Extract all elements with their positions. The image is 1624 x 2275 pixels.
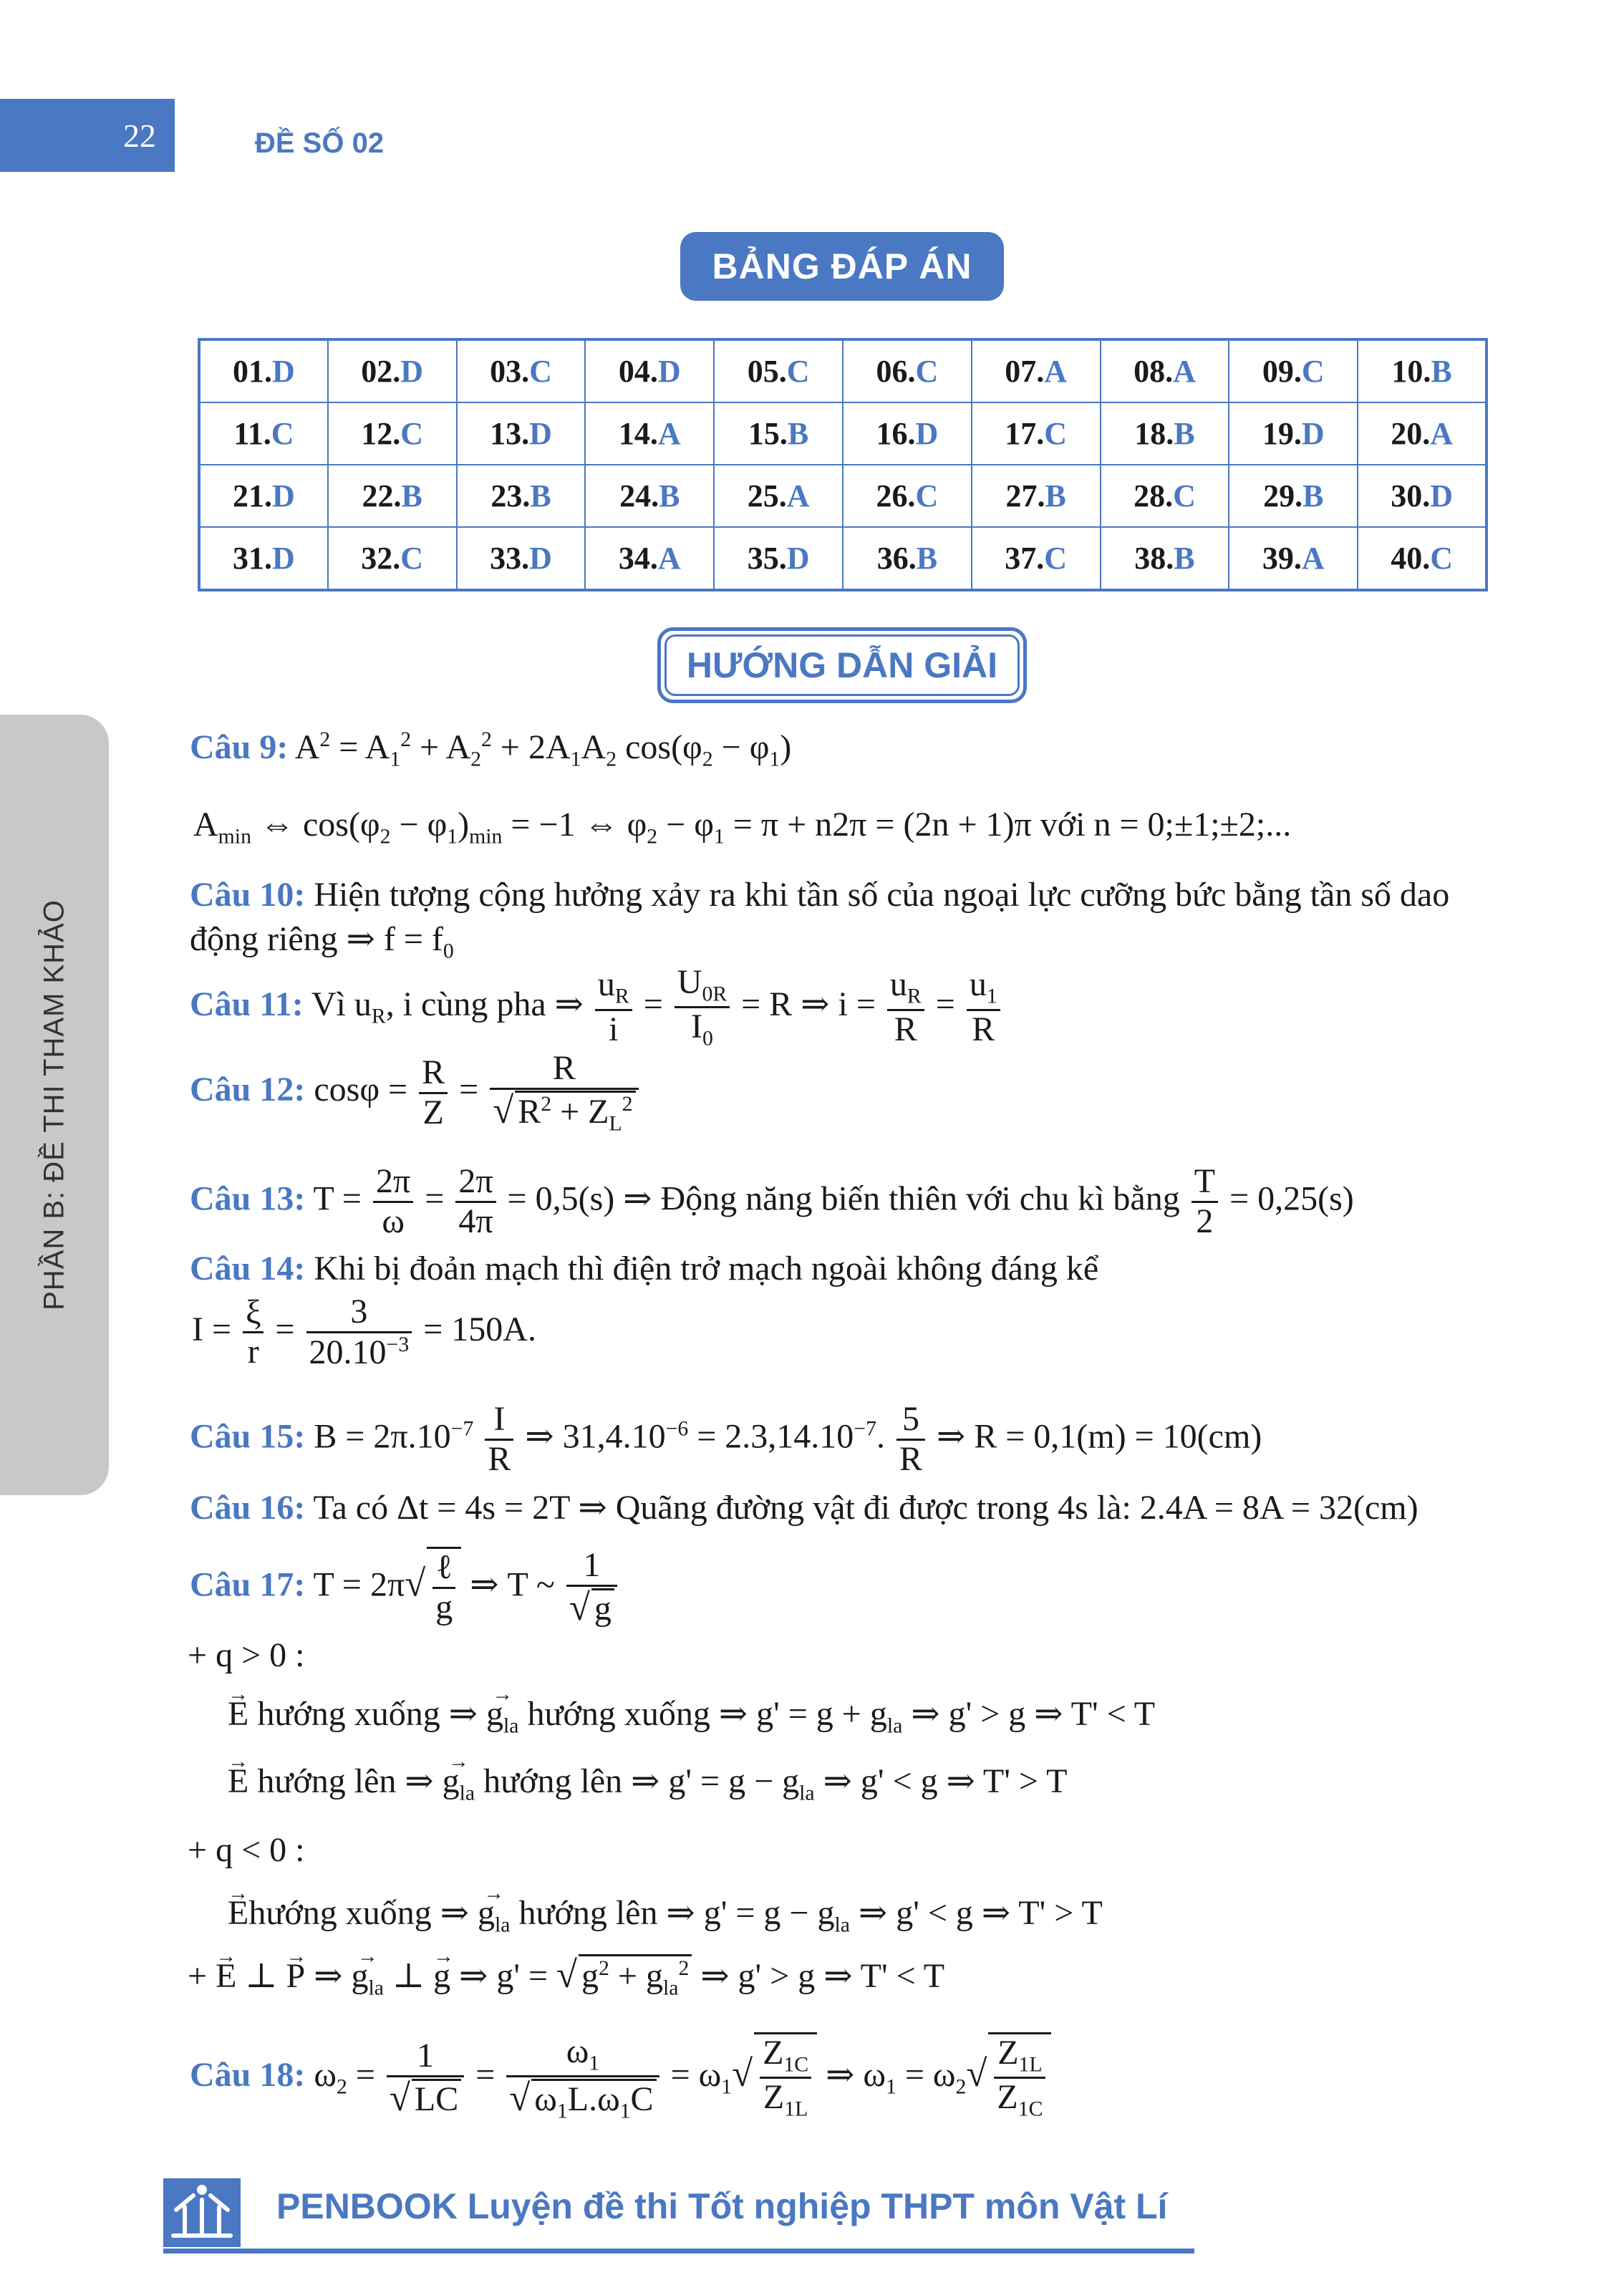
answer-number: 36. [876,540,917,576]
answer-letter: B [530,478,551,513]
answer-number: 06. [876,354,916,390]
answer-letter: A [1301,540,1325,576]
answer-cell [714,465,843,527]
answer-cell [457,339,586,402]
answer-cell [843,339,972,402]
answer-letter: B [1174,540,1195,576]
answer-key-heading: BẢNG ĐÁP ÁN [680,232,1004,301]
answer-cell [843,465,972,527]
answer-number: 39. [1262,540,1302,576]
footer-book-title: PENBOOK Luyện đề thi Tốt nghiệp THPT môn Vật Lí [276,2186,1168,2226]
answer-cell [714,339,843,402]
solution-q18: Câu 18: $\omega_2$ = $\frac{1}{√ LC}$ = $\frac{\omega_1}{√ \omega_1L.\omega_1C}$ = $\omega_1√$ $\frac{Z_{1C}}{Z_{1L}}$ ⇒ $\omega_1 = \omega_2√$ $\frac{Z_{1L}}{Z_{1C}}$ [190,2032,1051,2123]
answer-number: 15. [748,416,788,452]
answer-letter: C [400,540,424,576]
answer-cell [972,402,1101,465]
answer-cell [1229,402,1358,465]
answer-letter: A [786,478,810,513]
answer-row [199,402,1487,465]
answer-cell [843,527,972,590]
answer-letter: B [916,540,938,576]
answer-number: 35. [747,540,787,576]
answer-cell [1101,465,1229,527]
answer-number: 30. [1391,478,1431,513]
answer-letter: D [529,416,552,452]
solution-heading: HƯỚNG DẪN GIẢI [657,627,1027,703]
answer-number: 24. [619,478,659,513]
answer-number: 26. [876,478,916,513]
answer-cell [1358,527,1487,590]
solution-q15: Câu 15: $B = 2\pi.10^{-7}$ $\frac{I}{R}$ ⇒ $31,4.10^{-6} = 2.3,14.10^{-7}$. $\frac{5}{R}$ ⇒ R = 0,1(m) = 10(cm) [190,1400,1262,1478]
answer-number: 19. [1262,416,1302,452]
answer-letter: C [271,416,294,452]
answer-number: 03. [490,354,530,390]
answer-number: 17. [1005,416,1045,452]
answer-letter: C [400,416,424,452]
answer-number: 14. [618,416,658,452]
answer-letter: D [786,540,810,576]
answer-letter: C [915,478,939,513]
answer-cell [457,527,586,590]
answer-number: 18. [1134,416,1174,452]
answer-number: 07. [1005,354,1045,390]
answer-cell [199,527,328,590]
answer-number: 09. [1262,354,1302,390]
answer-letter: D [915,416,939,452]
answer-number: 25. [747,478,787,513]
solution-q9-cont: $A_{min}$ ⇔ $\cos(\varphi_2 - \varphi_1)_{min} = -1$ ⇔ $\varphi_2 - \varphi_1 = \pi + n2\pi = (2n + 1)\pi$ với n = 0;±1;±2;... [193,806,1292,849]
answer-number: 20. [1391,416,1431,452]
answer-number: 01. [233,354,272,390]
answer-letter: B [787,416,809,452]
q17-case-positive: + q > 0 : [188,1636,305,1674]
answer-number: 40. [1391,540,1431,576]
answer-cell [457,465,586,527]
answer-letter: C [1044,540,1068,576]
exam-label: ĐỀ SỐ 02 [255,127,385,159]
footer-divider [163,2249,1194,2254]
answer-letter: C [1044,416,1068,452]
answer-cell [972,465,1101,527]
answer-number: 34. [618,540,658,576]
solution-q10: Câu 10: Hiện tượng cộng hưởng xảy ra khi tần số của ngoại lực cưỡng bức bằng tần số dao [190,876,1450,914]
answer-letter: D [400,354,424,390]
answer-letter: A [657,540,681,576]
answer-cell [843,402,972,465]
solution-q9: Câu 9: $A^2 = A_1^2 + A_2^2 + 2A_1A_2$ $\cos(\varphi_2 - \varphi_1)$ [190,728,792,771]
answer-number: 33. [490,540,530,576]
q17-case-negative-down: → Ehướng xuống ⇒ → $g_{la}$ hướng lên ⇒ $g' = g - g_{la}$ ⇒ g' < g ⇒ T' > T [228,1893,1103,1938]
answer-letter: D [1430,478,1453,513]
penbook-logo-icon [163,2178,241,2247]
answer-letter: B [401,478,422,513]
q17-case-perpendicular: + → E ⊥ → P ⇒ → $g_{la}$ ⊥ → g ⇒ g' = √ $g^2 + g_{la}^2$ ⇒ g' > g ⇒ T' < T [188,1953,944,2001]
answer-number: 10. [1391,354,1431,390]
answer-letter: A [1173,354,1196,390]
solution-q11: Câu 11: Vì $u_R$, i cùng pha ⇒ $\frac{u_R}{i}$ = $\frac{U_{0R}}{I_0}$ = R ⇒ i = $\frac{u_R}{R}$ = $\frac{u_1}{R}$ [190,964,1003,1051]
answer-letter: C [1173,478,1196,513]
answer-cell [585,465,714,527]
answer-cell [1101,402,1229,465]
solution-q17: Câu 17: T = 2π√ $\frac{\text{ℓ}}{g}$ ⇒ T ~ $\frac{1}{√ g}$ [190,1547,620,1628]
answer-number: 22. [362,478,402,513]
answer-letter: D [1301,416,1325,452]
q17-case-negative: + q < 0 : [188,1831,305,1869]
answer-letter: B [1045,478,1066,513]
answer-cell [328,465,457,527]
answer-cell [585,527,714,590]
answer-letter: A [657,416,681,452]
answer-letter: B [1431,354,1452,390]
solution-q10-cont: động riêng ⇒ $f = f_0$ [190,920,454,963]
answer-cell [1229,465,1358,527]
answer-letter: A [1430,416,1453,452]
side-section-label: PHẦN B: ĐỀ THI THAM KHẢO [38,899,70,1310]
answer-cell [1358,465,1487,527]
answer-cell [199,402,328,465]
answer-row [199,339,1487,402]
answer-number: 05. [747,354,787,390]
answer-number: 08. [1134,354,1174,390]
answer-cell [972,527,1101,590]
answer-letter: C [915,354,939,390]
answer-letter: C [1430,540,1453,576]
answer-cell [1229,339,1358,402]
answer-cell [585,339,714,402]
answer-letter: D [272,540,295,576]
solution-q14-formula: I = $\frac{\xi}{r}$ = $\frac{3}{20.10^{-3}}$ = 150A. [192,1293,536,1371]
answer-letter: D [272,354,295,390]
answer-letter: B [1302,478,1324,513]
answer-number: 12. [361,416,401,452]
answer-number: 32. [361,540,401,576]
answer-cell [1358,339,1487,402]
answer-letter: B [659,478,680,513]
answer-letter: C [786,354,810,390]
answer-number: 28. [1134,478,1174,513]
answer-number: 16. [876,416,916,452]
answer-letter: C [529,354,552,390]
answer-letter: D [657,354,681,390]
q17-case-positive-down: → E hướng xuống ⇒ → $g_{la}$ hướng xuống ⇒ $g' = g + g_{la}$ ⇒ g' > g ⇒ T' < T [228,1694,1155,1739]
answer-number: 11. [233,416,271,452]
answer-cell [457,402,586,465]
solution-q14: Câu 14: Khi bị đoản mạch thì điện trở mạch ngoài không đáng kể [190,1250,1099,1288]
answer-number: 02. [361,354,401,390]
side-section-tab [0,715,109,1495]
answer-key-table [198,338,1488,591]
answer-cell [1101,527,1229,590]
answer-number: 04. [618,354,658,390]
answer-cell [714,402,843,465]
solution-q12: Câu 12: cosφ = $\frac{R}{Z}$ = $\frac{R}{√ R^2 + Z_L^2}$ [190,1050,642,1136]
answer-cell [585,402,714,465]
answer-cell [1229,527,1358,590]
page-number: 22 [0,99,175,172]
answer-cell [328,339,457,402]
answer-letter: C [1301,354,1325,390]
answer-cell [972,339,1101,402]
answer-cell [1101,339,1229,402]
answer-number: 38. [1134,540,1174,576]
q17-case-positive-up: → E hướng lên ⇒ → $g_{la}$ hướng lên ⇒ $g' = g - g_{la}$ ⇒ g' < g ⇒ T' > T [228,1762,1067,1806]
answer-cell [328,402,457,465]
answer-number: 13. [490,416,530,452]
answer-cell [199,339,328,402]
answer-cell [199,465,328,527]
answer-number: 29. [1263,478,1303,513]
answer-number: 27. [1005,478,1045,513]
answer-row [199,527,1487,590]
answer-number: 21. [233,478,272,513]
answer-number: 23. [490,478,531,513]
solution-q16: Câu 16: Ta có Δt = 4s = 2T ⇒ Quãng đường vật đi được trong 4s là: 2.4A = 8A = 32(cm) [190,1489,1418,1527]
answer-letter: D [529,540,552,576]
answer-cell [714,527,843,590]
answer-letter: D [272,478,295,513]
solution-q13: Câu 13: T = $\frac{2\pi}{\omega}$ = $\frac{2\pi}{4\pi}$ = 0,5(s) ⇒ Động năng biến thiên với chu kì bằng $\frac{T}{2}$ = 0,25(s) [190,1162,1354,1240]
answer-number: 31. [233,540,272,576]
answer-row [199,465,1487,527]
answer-letter: A [1044,354,1068,390]
answer-cell [1358,402,1487,465]
answer-letter: B [1174,416,1195,452]
answer-number: 37. [1005,540,1045,576]
answer-cell [328,527,457,590]
